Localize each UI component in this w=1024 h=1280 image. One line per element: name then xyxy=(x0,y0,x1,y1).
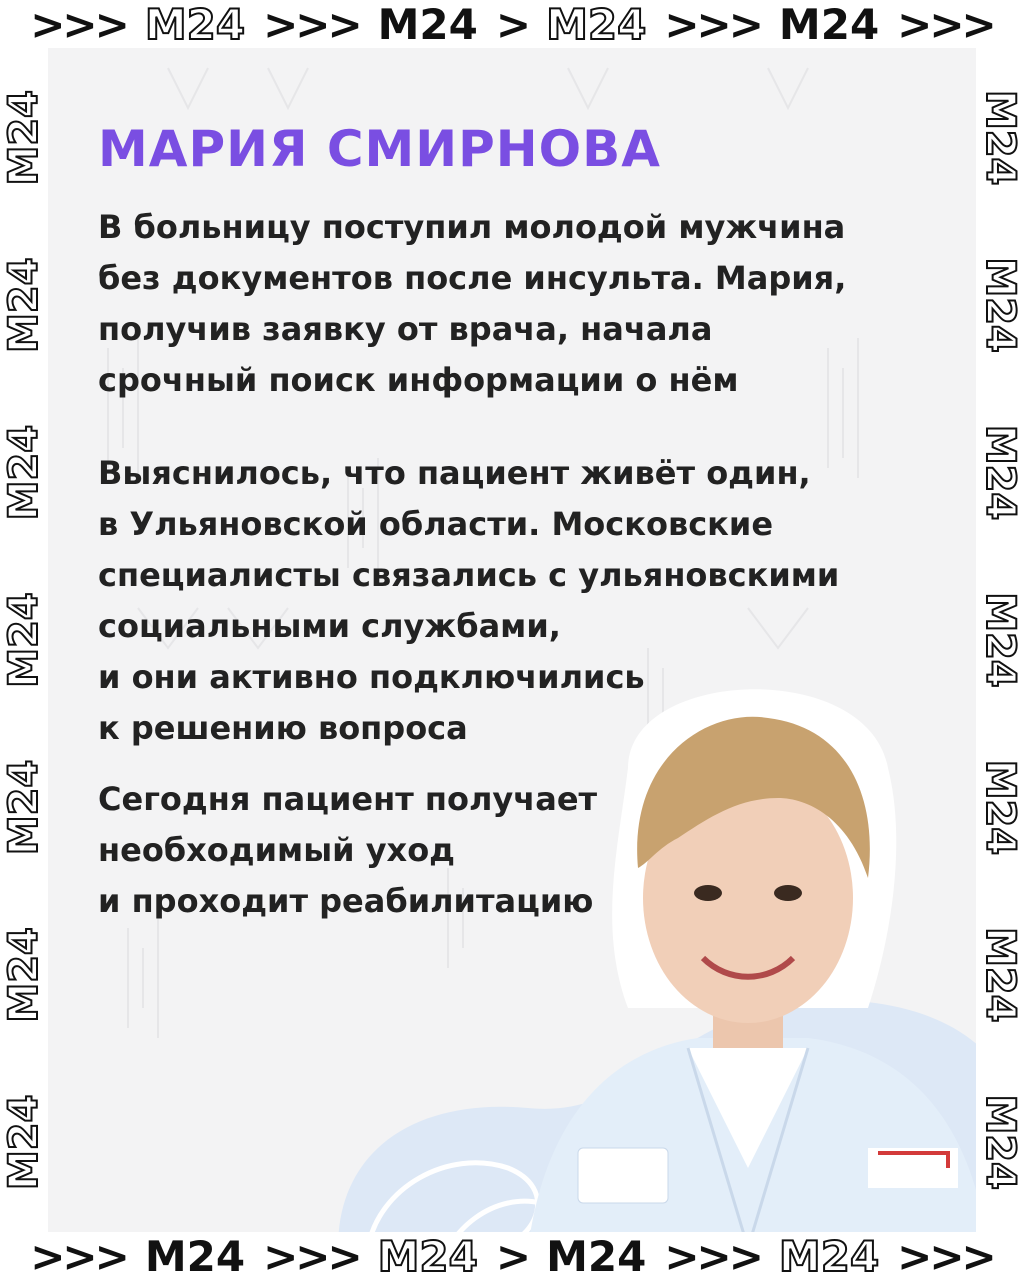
story-paragraph-1: В больницу поступил молодой мужчина без документов после инсульта. Мария, получив заявку от врача, начала срочный поиск информации о нём xyxy=(98,208,847,399)
m24-logo-outline: M24 xyxy=(977,759,1023,856)
arrow-decor: > xyxy=(495,1232,529,1280)
m24-logo-outline: M24 xyxy=(1,1094,47,1190)
m24-logo-outline: M24 xyxy=(377,1232,478,1280)
story-paragraph-3: Сегодня пациент получает необходимый уход и проходит реабилитацию xyxy=(98,780,598,920)
m24-logo-outline: M24 xyxy=(546,0,647,48)
portrait-photo xyxy=(508,648,976,1232)
arrow-decor: > xyxy=(495,0,529,48)
m24-logo-outline: M24 xyxy=(1,592,47,688)
arrows-decor: >>> xyxy=(664,0,761,48)
m24-logo-outline: M24 xyxy=(1,257,47,353)
m24-logo-outline: M24 xyxy=(977,1094,1023,1190)
m24-logo-outline: M24 xyxy=(1,424,47,521)
person-name-title: МАРИЯ СМИРНОВА xyxy=(98,120,661,178)
arrows-decor: >>> xyxy=(30,1232,127,1280)
m24-logo: M24 xyxy=(778,0,880,48)
arrows-decor: >>> xyxy=(263,0,360,48)
arrows-decor: >>> xyxy=(897,0,994,48)
m24-logo-outline: M24 xyxy=(977,424,1023,521)
right-brand-strip xyxy=(976,90,1024,1190)
m24-logo-outline: M24 xyxy=(1,90,47,186)
arrows-decor: >>> xyxy=(263,1232,360,1280)
m24-logo-outline: M24 xyxy=(977,257,1023,353)
m24-logo-outline: M24 xyxy=(977,90,1023,186)
m24-logo-outline: M24 xyxy=(1,759,47,856)
story-paragraph-2: Выяснилось, что пациент живёт один, в Ульяновской области. Московские специалисты связались с ульяновскими социальными службами, и они активно подключились к решению вопроса xyxy=(98,454,840,747)
arrows-decor: >>> xyxy=(664,1232,761,1280)
m24-logo: M24 xyxy=(144,1232,246,1280)
story-card xyxy=(48,48,976,1232)
m24-logo-outline: M24 xyxy=(977,927,1023,1023)
m24-logo-outline: M24 xyxy=(1,927,47,1023)
m24-logo-outline: M24 xyxy=(144,0,246,48)
left-brand-strip xyxy=(0,90,48,1190)
m24-logo: M24 xyxy=(377,0,478,48)
m24-logo: M24 xyxy=(546,1232,647,1280)
m24-logo-outline: M24 xyxy=(977,592,1023,688)
bottom-brand-strip xyxy=(0,1232,1024,1280)
m24-logo-outline: M24 xyxy=(778,1232,880,1280)
arrows-decor: >>> xyxy=(30,0,127,48)
arrows-decor: >>> xyxy=(897,1232,994,1280)
top-brand-strip xyxy=(0,0,1024,48)
